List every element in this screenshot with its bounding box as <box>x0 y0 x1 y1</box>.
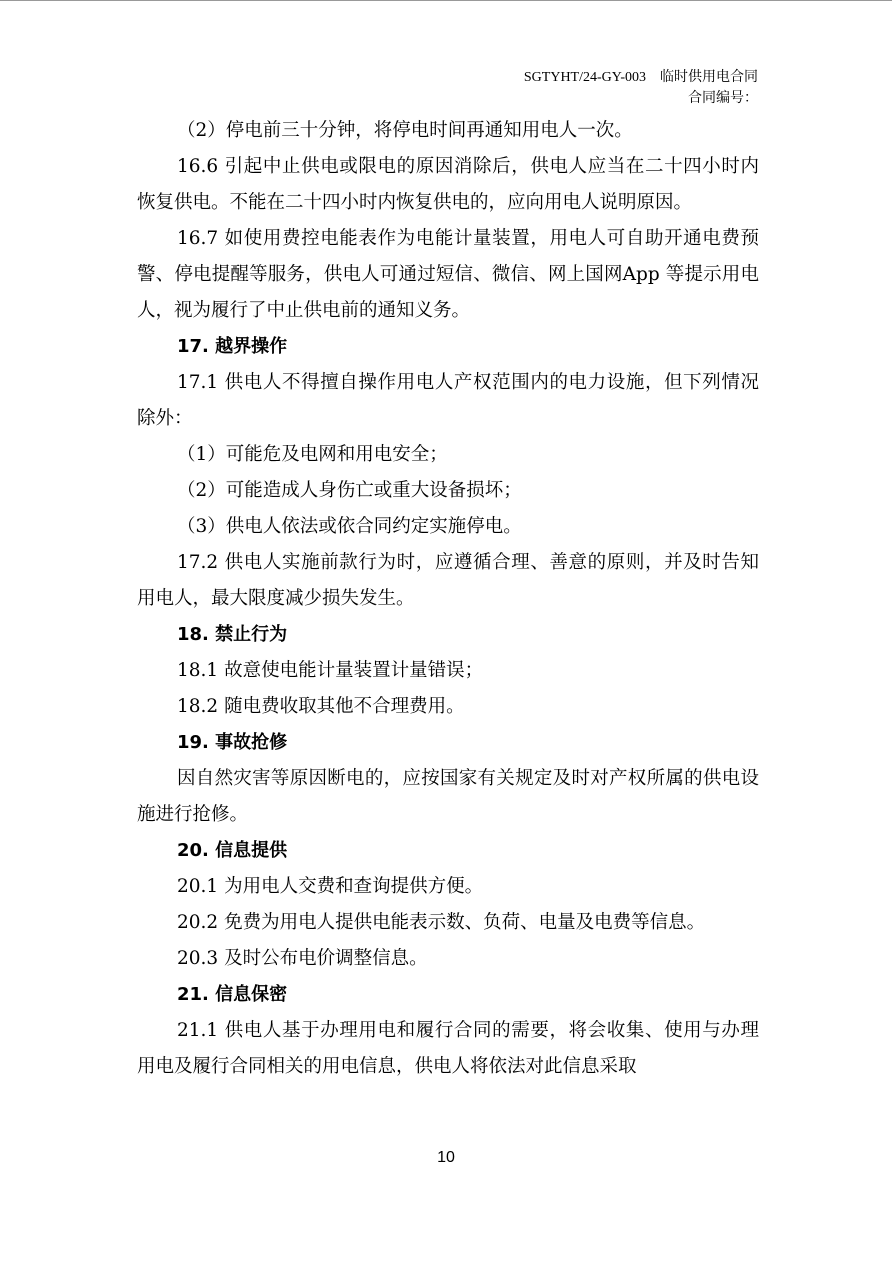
contract-number-label: 合同编号： <box>688 91 758 106</box>
document-code: SGTYHT/24-GY-003 <box>523 70 646 85</box>
paragraph: 20.2 免费为用电人提供电能表示数、负荷、电量及电费等信息。 <box>177 912 706 933</box>
page-number: 10 <box>437 1149 455 1166</box>
header-line-1 <box>524 67 758 88</box>
paragraph: 17.2 供电人实施前款行为时，应遵循合理、善意的原则，并及时告知用电人，最大限度减少损失发生。 <box>137 552 759 609</box>
list-item: （2）可能造成人身伤亡或重大设备损坏； <box>177 480 522 501</box>
paragraph: 16.6 引起中止供电或限电的原因消除后，供电人应当在二十四小时内恢复供电。不能在二十四小时内恢复供电的，应向用电人说明原因。 <box>137 156 759 213</box>
paragraph: 18.2 随电费收取其他不合理费用。 <box>177 696 465 717</box>
section-heading: 21. 信息保密 <box>177 984 288 1005</box>
paragraph: 16.7 如使用费控电能表作为电能计量装置，用电人可自助开通电费预警、停电提醒等服务，供电人可通过短信、微信、网上国网App 等提示用电人，视为履行了中止供电前的通知义务。 <box>137 228 759 321</box>
list-item: （1）可能危及电网和用电安全； <box>177 444 448 465</box>
section-heading: 18. 禁止行为 <box>177 624 288 645</box>
list-item: （3）供电人依法或依合同约定实施停电。 <box>177 516 522 537</box>
section-heading: 20. 信息提供 <box>177 840 288 861</box>
page-header <box>524 67 758 109</box>
section-heading: 17. 越界操作 <box>177 336 288 357</box>
paragraph: 因自然灾害等原因断电的，应按国家有关规定及时对产权所属的供电设施进行抢修。 <box>137 768 759 825</box>
list-item: （2）停电前三十分钟，将停电时间再通知用电人一次。 <box>177 120 633 141</box>
document-title: 临时供用电合同 <box>660 70 758 85</box>
section-heading: 19. 事故抢修 <box>177 732 288 753</box>
document-body <box>137 113 759 1085</box>
paragraph: 20.3 及时公布电价调整信息。 <box>177 948 428 969</box>
paragraph: 18.1 故意使电能计量装置计量错误； <box>177 660 484 681</box>
paragraph: 17.1 供电人不得擅自操作用电人产权范围内的电力设施，但下列情况除外： <box>137 372 759 429</box>
paragraph: 20.1 为用电人交费和查询提供方便。 <box>177 876 484 897</box>
paragraph: 21.1 供电人基于办理用电和履行合同的需要，将会收集、使用与办理用电及履行合同相关的用电信息，供电人将依法对此信息采取 <box>137 1020 759 1077</box>
